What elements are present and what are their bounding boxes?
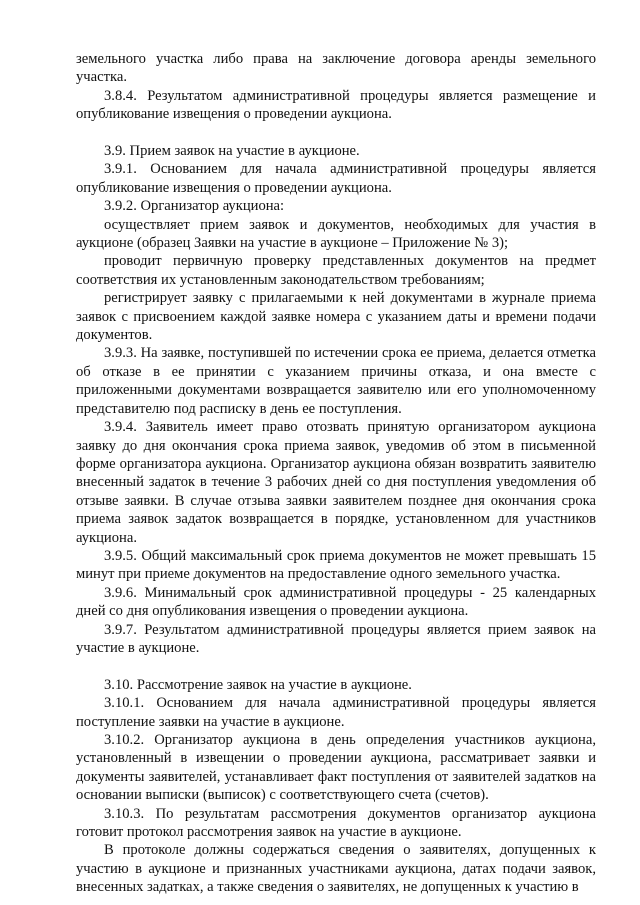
blank-line <box>76 657 596 675</box>
paragraph-3-8-4: 3.8.4. Результатом административной процедуры является размещение и опубликование извещения о проведении аукциона. <box>76 87 596 123</box>
section-heading-3-10: 3.10. Рассмотрение заявок на участие в аукционе. <box>104 676 412 693</box>
paragraph-3-9-2: 3.9.2. Организатор аукциона: <box>104 198 285 215</box>
list-item-registers-application: регистрирует заявку с прилагаемыми к ней документами в журнале приема заявок с присвоением каждой заявке номера с указанием даты и времени подачи документов. <box>76 290 596 344</box>
paragraph-3-10-2: 3.10.2. Организатор аукциона в день определения участников аукциона, установленный в извещении о проведении аукциона, рассматривает заявки и документы заявителей, устанавливает факт поступления от заявителей задатков на основании выписки (выписок) с соответствующего счета (счетов). <box>76 732 596 804</box>
blank-line <box>76 124 596 142</box>
paragraph-3-9-1: 3.9.1. Основанием для начала административной процедуры является опубликование извещения о проведении аукциона. <box>76 161 596 196</box>
list-item-accepts-applications: осуществляет прием заявок и документов, необходимых для участия в аукционе (образец Заявки на участие в аукционе – Приложение № 3); <box>76 216 596 252</box>
paragraph-continuation: земельного участка либо права на заключение договора аренды земельного участка. <box>76 51 596 86</box>
document-page <box>76 50 596 897</box>
paragraph-3-9-5: 3.9.5. Общий максимальный срок приема документов не может превышать 15 минут при приеме документов на предоставление одного земельного участка. <box>76 547 596 583</box>
paragraph-3-10-3: 3.10.3. По результатам рассмотрения документов организатор аукциона готовит протокол рассмотрения заявок на участие в аукционе. <box>76 805 596 841</box>
paragraph-3-10-1: 3.10.1. Основанием для начала административной процедуры является поступление заявки на участие в аукционе. <box>76 695 596 730</box>
paragraph-3-9-3: 3.9.3. На заявке, поступившей по истечении срока ее приема, делается отметка об отказе в ее принятии с указанием причины отказа, и она вместе с приложенными документами возвращается заявителю или его уполномоченному представителю под расписку в день ее поступления. <box>76 345 596 417</box>
paragraph-3-9-6: 3.9.6. Минимальный срок административной процедуры - 25 календарных дней со дня опубликования извещения о проведении аукциона. <box>76 584 596 620</box>
paragraph-protocol-contents: В протоколе должны содержаться сведения о заявителях, допущенных к участию в аукционе и признанных участниками аукциона, датах подачи заявок, внесенных задатках, а также сведения о заявителях, не допущенных к участию в <box>76 842 596 896</box>
paragraph-3-9-7: 3.9.7. Результатом административной процедуры является прием заявок на участие в аукционе. <box>76 621 596 656</box>
section-heading-3-9: 3.9. Прием заявок на участие в аукционе. <box>104 143 360 160</box>
list-item-initial-check: проводит первичную проверку представленных документов на предмет соответствия их установленным законодательством требованиям; <box>76 253 596 288</box>
paragraph-3-9-4: 3.9.4. Заявитель имеет право отозвать принятую организатором аукциона заявку до дня окончания срока приема заявок, уведомив об этом в письменной форме организатора аукциона. Организатор аукциона обязан возвратить заявителю внесенный задаток в течение 3 рабочих дней со дня поступления уведомления об отзыве заявки. В случае отзыва заявки заявителем позднее дня окончания срока приема заявок задаток возвращается в порядке, установленном для участников аукциона. <box>76 419 596 546</box>
